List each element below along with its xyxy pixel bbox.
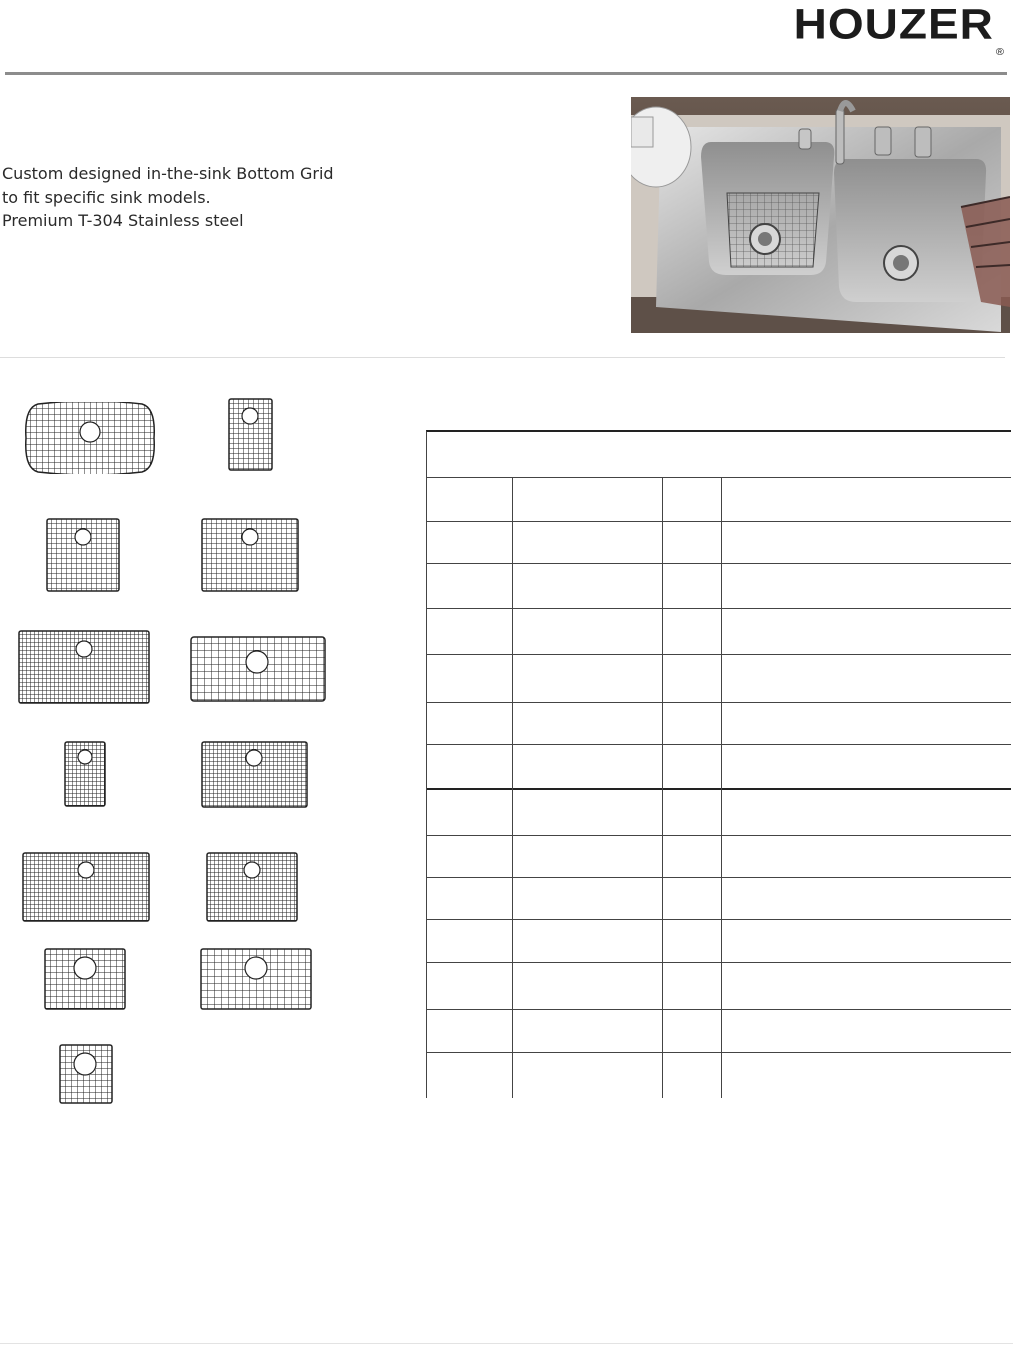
grid-square-medium bbox=[46, 518, 120, 592]
grid-rect-wide-open bbox=[190, 636, 326, 702]
footer-divider bbox=[0, 1343, 1013, 1344]
table-row bbox=[427, 563, 1011, 564]
grid-small-tall bbox=[64, 741, 106, 807]
table-column-divider bbox=[721, 477, 722, 1098]
registered-mark: ® bbox=[995, 46, 1005, 58]
table-row bbox=[427, 608, 1011, 609]
top-divider bbox=[5, 72, 1007, 75]
table-row bbox=[427, 702, 1011, 703]
table-row bbox=[427, 744, 1011, 745]
table-row bbox=[427, 788, 1011, 790]
table-row bbox=[427, 521, 1011, 522]
table-row bbox=[427, 919, 1011, 920]
table-row bbox=[427, 877, 1011, 878]
table-column-divider bbox=[512, 477, 513, 1098]
table-row bbox=[427, 1009, 1011, 1010]
description-line-1: Custom designed in-the-sink Bottom Grid bbox=[2, 164, 334, 183]
grid-narrow-tall bbox=[228, 398, 273, 471]
grid-small-square bbox=[59, 1044, 113, 1104]
product-description bbox=[2, 162, 334, 233]
brand-name: HOUZER bbox=[793, 0, 994, 48]
grid-rect-medium bbox=[201, 518, 299, 592]
grid-rect-open bbox=[200, 948, 312, 1010]
grid-rect-dense bbox=[201, 741, 308, 808]
table-row bbox=[427, 1052, 1011, 1053]
grid-rect-wide-dense bbox=[18, 630, 150, 704]
houzer-logo bbox=[794, 2, 1005, 57]
sink-photo bbox=[631, 97, 1010, 333]
grid-oval-large bbox=[24, 402, 156, 474]
grid-square-open bbox=[44, 948, 126, 1010]
kitchen-sink-photo-icon bbox=[631, 97, 1010, 333]
grid-rect-compact bbox=[206, 852, 298, 922]
table-header-divider bbox=[427, 477, 1011, 478]
table-row bbox=[427, 962, 1011, 963]
table-row bbox=[427, 654, 1011, 655]
spec-table bbox=[426, 430, 1011, 1098]
description-line-3: Premium T-304 Stainless steel bbox=[2, 211, 244, 230]
description-line-2: to fit specific sink models. bbox=[2, 187, 211, 207]
grid-rect-long bbox=[22, 852, 150, 922]
table-column-divider bbox=[662, 477, 663, 1098]
section-divider bbox=[0, 357, 1005, 358]
table-row bbox=[427, 835, 1011, 836]
